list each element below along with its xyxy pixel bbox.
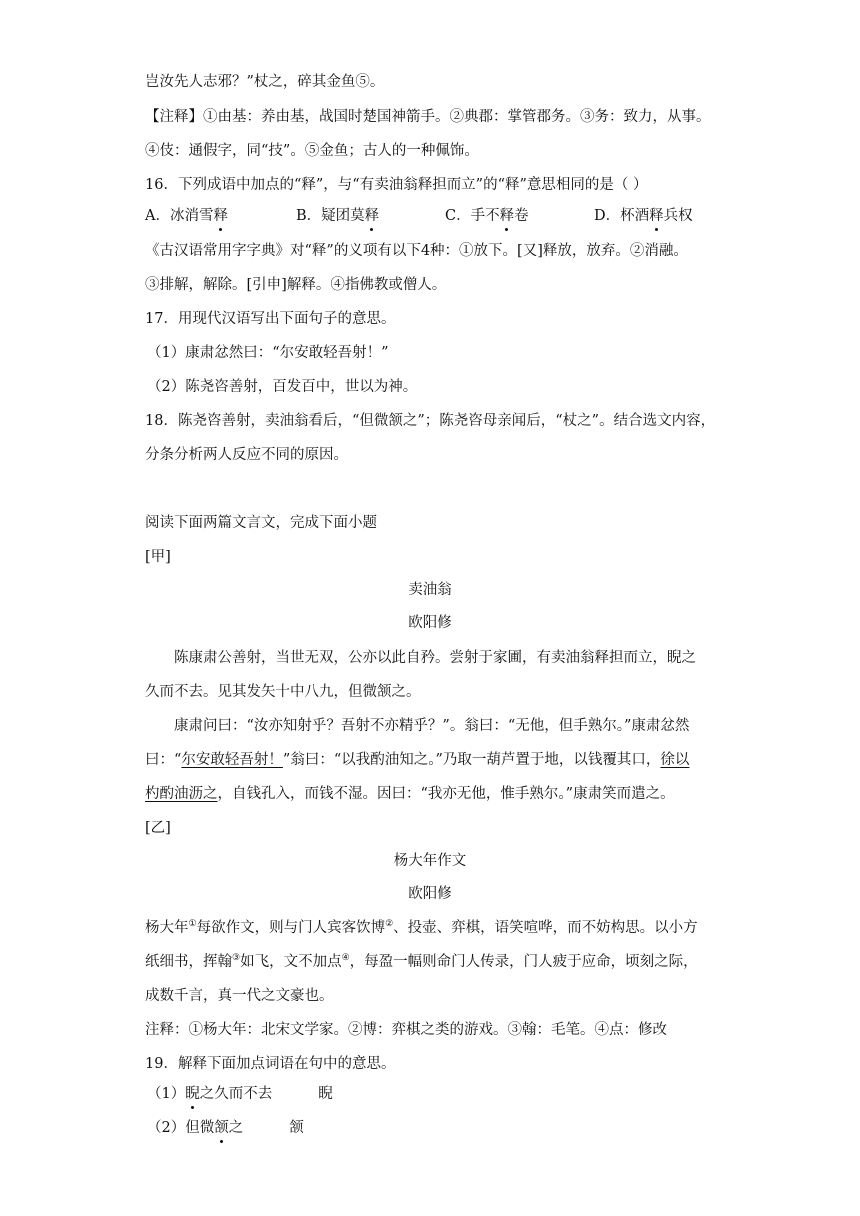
passage-yi-line-3: 成数千言，真一代之文豪也。	[145, 988, 334, 1004]
underlined-sentence-2-end: 杓酌油沥之	[145, 786, 218, 802]
dictionary-line-1: 《古汉语常用字字典》对“释”的义项有以下4种：①放下。[又]释放，放弃。②消融。	[145, 243, 688, 259]
option-d: D．杯酒释兵权	[594, 208, 693, 224]
dictionary-line-2: ③排解，解除。[引申]解释。④指佛教或僧人。	[145, 277, 447, 293]
dotted-char: 释	[499, 208, 515, 224]
dotted-char: 释	[364, 208, 380, 224]
dotted-char: 释	[213, 208, 228, 224]
passage-yi-label: [乙]	[145, 820, 171, 836]
question-17-stem: 17．用现代汉语写出下面句子的意思。	[145, 311, 396, 327]
question-16-stem: 16．下列成语中加点的“释”，与“有卖油翁释担而立”的“释”意思相同的是（ ）	[145, 177, 648, 193]
passage-jia-author: 欧阳修	[408, 615, 452, 631]
dotted-char: 睨	[185, 1086, 200, 1102]
passage-jia-p2-line-2: 曰：“尔安敢轻吾射！”翁曰：“以我酌油知之。”乃取一葫芦置于地，以钱覆其口，徐以	[145, 752, 690, 768]
dotted-char: 颔	[214, 1120, 229, 1136]
passage-yi-title: 杨大年作文	[393, 853, 467, 869]
underlined-sentence-2-start: 徐以	[660, 752, 690, 768]
passage-jia-p2-line-1: 康肃问曰：“汝亦知射乎？吾射不亦精乎？”。翁曰：“无他，但手熟尔。”康肃忿然	[174, 718, 690, 734]
top-continuation: 岂汝先人志邪？”杖之，碎其金鱼⑤。	[145, 74, 385, 90]
question-17-item-2: （2）陈尧咨善射，百发百中，世以为神。	[147, 379, 418, 395]
passage-jia-p1-line-1: 陈康肃公善射，当世无双，公亦以此自矜。尝射于家圃，有卖油翁释担而立，睨之	[174, 650, 696, 666]
question-19-item-2: （2）但微颔之 颔	[147, 1120, 304, 1136]
question-18-line-1: 18．陈尧咨善射，卖油翁看后，“但微颔之”；陈尧咨母亲闻后，“杖之”。结合选文内容，	[145, 413, 716, 429]
option-a: A．冰消雪释	[145, 208, 228, 224]
passage-yi-notes: 注释：①杨大年：北宋文学家。②博：弈棋之类的游戏。③翰：毛笔。④点：修改	[145, 1022, 667, 1038]
section-intro: 阅读下面两篇文言文，完成下面小题	[145, 515, 377, 531]
dotted-char: 释	[649, 208, 664, 224]
passage-yi-line-1: 杨大年①每欲作文，则与门人宾客饮博②、投壶、弈棋，语笑喧哗，而不妨构思。以小方	[145, 919, 698, 936]
underlined-sentence-1: 尔安敢轻吾射！	[181, 752, 283, 768]
notes-line-2: ④伎：通假字，同“技”。⑤金鱼；古人的一种佩饰。	[145, 143, 479, 159]
question-17-item-1: （1）康肃忿然曰：“尔安敢轻吾射！”	[147, 345, 389, 361]
passage-jia-label: [甲]	[145, 549, 171, 565]
option-b: B．疑团莫释	[296, 208, 380, 224]
question-19-item-1: （1）睨之久而不去 睨	[147, 1086, 333, 1102]
option-c: C．手不释卷	[445, 208, 529, 224]
passage-jia-title: 卖油翁	[408, 582, 452, 598]
notes-line-1: 【注释】①由基：养由基，战国时楚国神箭手。②典郡：掌管郡务。③务：致力，从事。	[145, 109, 711, 125]
question-19-stem: 19．解释下面加点词语在句中的意思。	[145, 1056, 396, 1072]
passage-jia-p2-line-3: 杓酌油沥之，自钱孔入，而钱不湿。因曰：“我亦无他，惟手熟尔。”康肃笑而遣之。	[145, 786, 675, 802]
question-18-line-2: 分条分析两人反应不同的原因。	[145, 447, 348, 463]
passage-yi-line-2: 纸细书，挥翰③如飞，文不加点④，每盈一幅则命门人传录，门人疲于应命，顷刻之际，	[145, 953, 698, 970]
passage-yi-author: 欧阳修	[408, 886, 452, 902]
passage-jia-p1-line-2: 久而不去。见其发矢十中八九，但微颔之。	[145, 684, 421, 700]
